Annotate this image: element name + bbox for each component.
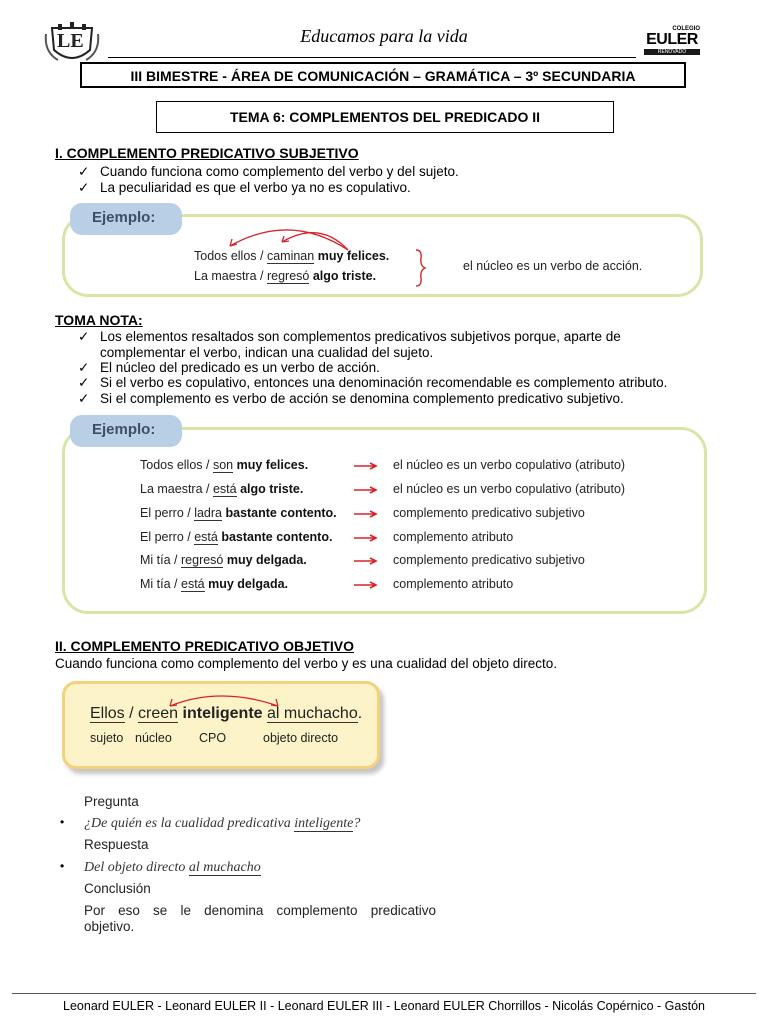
example2-row: El perro / está bastante contento.	[140, 530, 333, 544]
section1-bullet: ✓ Cuando funciona como complemento del verbo y del sujeto.	[78, 164, 459, 179]
red-arrow-icon	[354, 486, 378, 494]
note-bullet-continuation: complementar el verbo, indican una cualidad del sujeto.	[100, 345, 434, 360]
cpo-label-sujeto: sujeto	[90, 731, 124, 745]
check-icon: ✓	[78, 164, 90, 179]
example1-line2: La maestra / regresó algo triste.	[194, 269, 377, 283]
question-text: ¿De quién es la cualidad predicativa inteligente?	[84, 816, 361, 831]
note-bullet: ✓ Los elementos resaltados son complementos predicativos subjetivos porque, aparte de	[78, 329, 621, 344]
header-rule	[108, 57, 636, 58]
note-bullet: ✓ Si el complemento es verbo de acción se denomina complemento predicativo subjetivo.	[78, 391, 624, 406]
logo-small-text: COLEGIO	[672, 26, 700, 32]
section2-text: Cuando funciona como complemento del verbo y es una cualidad del objeto directo.	[55, 656, 558, 671]
example2-tab: Ejemplo:	[70, 415, 182, 447]
conclusion-label: Conclusión	[84, 881, 151, 896]
example2-result: el núcleo es un verbo copulativo (atributo)	[393, 458, 626, 472]
question-label: Pregunta	[84, 794, 139, 809]
cpo-label-objeto: objeto directo	[263, 731, 339, 745]
section1-title: I. COMPLEMENTO PREDICATIVO SUBJETIVO	[55, 145, 359, 161]
example2-row: La maestra / está algo triste.	[140, 482, 304, 496]
footer-text: Leonard EULER - Leonard EULER II - Leonard EULER III - Leonard EULER Chorrillos - Nicolás Copérnico - Gastón	[63, 999, 705, 1013]
check-icon: ✓	[78, 360, 90, 375]
example1-line1: Todos ellos / caminan muy felices.	[194, 249, 390, 263]
example2-result: complemento predicativo subjetivo	[393, 553, 585, 567]
example2-row: Mi tía / regresó muy delgada.	[140, 553, 307, 567]
answer-text: Del objeto directo al muchacho	[84, 860, 261, 875]
motto: Educamos para la vida	[300, 26, 468, 46]
example1-tab: Ejemplo:	[70, 203, 182, 235]
cpo-label-nucleo: núcleo	[135, 731, 172, 745]
red-arrow-icon	[354, 557, 378, 565]
course-header: III BIMESTRE - ÁREA DE COMUNICACIÓN – GRAMÁTICA – 3º SECUNDARIA	[80, 62, 686, 88]
bullet-icon: •	[60, 815, 65, 829]
example1-arrows	[220, 220, 370, 252]
cpo-sentence: Ellos / creen inteligente al muchacho.	[90, 705, 363, 722]
example2-result: complemento atributo	[393, 530, 514, 544]
brace-icon	[413, 248, 427, 288]
section1-bullet: ✓ La peculiaridad es que el verbo ya no es copulativo.	[78, 180, 411, 195]
crest-initials: LE	[57, 30, 84, 52]
cpo-label-cpo: CPO	[199, 731, 227, 745]
example1-note: el núcleo es un verbo de acción.	[463, 259, 643, 273]
red-arrow-icon	[354, 510, 378, 518]
example2-row: El perro / ladra bastante contento.	[140, 506, 337, 520]
red-arrow-icon	[354, 534, 378, 542]
example2-result: complemento predicativo subjetivo	[393, 506, 585, 520]
example2-result: complemento atributo	[393, 577, 514, 591]
note-bullet: ✓ El núcleo del predicado es un verbo de acción.	[78, 360, 380, 375]
bullet-icon: •	[60, 859, 65, 873]
example2-result: el núcleo es un verbo copulativo (atributo)	[393, 482, 626, 496]
example2-row: Todos ellos / son muy felices.	[140, 458, 309, 472]
example2-row: Mi tía / está muy delgada.	[140, 577, 289, 591]
check-icon: ✓	[78, 180, 90, 195]
check-icon: ✓	[78, 375, 90, 390]
red-arrow-icon	[354, 581, 378, 589]
note-bullet: ✓ Si el verbo es copulativo, entonces una denominación recomendable es complemento atributo.	[78, 375, 668, 390]
footer-rule	[12, 993, 756, 994]
check-icon: ✓	[78, 391, 90, 406]
answer-label: Respuesta	[84, 837, 149, 852]
logo-tag-bar	[644, 49, 700, 55]
note-title: TOMA NOTA:	[55, 312, 143, 328]
section2-title: II. COMPLEMENTO PREDICATIVO OBJETIVO	[55, 638, 354, 654]
conclusion-text-line1: Por eso se le denomina complemento predicativo	[84, 903, 436, 918]
logo-tag: RENOVADO	[657, 49, 687, 55]
topic-title: TEMA 6: COMPLEMENTOS DEL PREDICADO II	[156, 101, 614, 133]
check-icon: ✓	[78, 329, 90, 344]
red-arrow-icon	[354, 462, 378, 470]
logo-big-text: EULER	[646, 31, 698, 48]
conclusion-text-line2: objetivo.	[84, 919, 135, 934]
